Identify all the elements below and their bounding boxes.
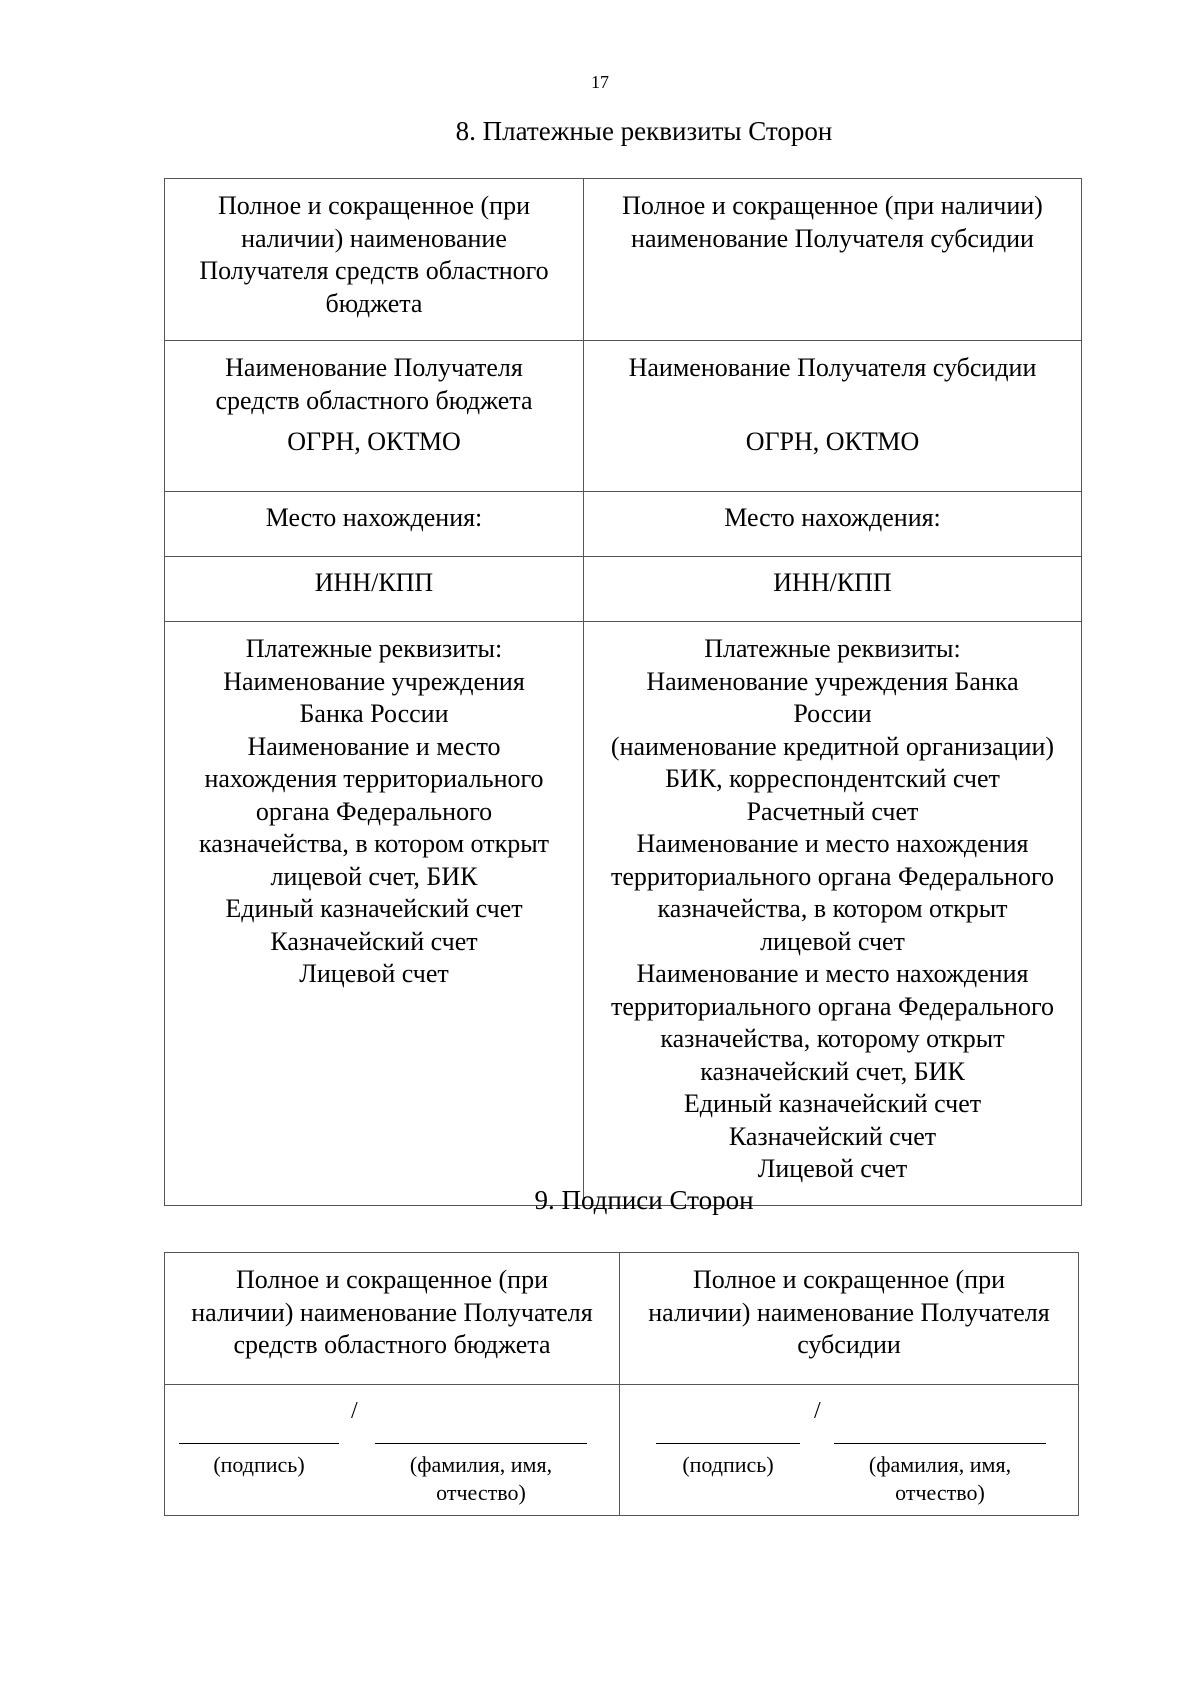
section-9-title: 9. Подписи Сторон — [534, 1185, 754, 1215]
text-line: Единый казначейский счет — [225, 894, 523, 923]
slash: / — [351, 1398, 358, 1424]
left-cell — [165, 622, 584, 1206]
text-line: ИНН/КПП — [314, 568, 434, 597]
right-cell — [584, 557, 1082, 622]
text-line: Наименование Получателя субсидии — [628, 353, 1037, 382]
text-line: Банка России — [299, 699, 449, 728]
name-line — [375, 1443, 587, 1444]
text-line: нахождения территориального — [204, 764, 544, 793]
text-line: Полное и сокращенное (при — [235, 1265, 549, 1294]
text-line: (фамилия, имя, — [409, 1452, 553, 1477]
slash: / — [814, 1398, 821, 1424]
right-cell — [584, 179, 1082, 341]
table-row — [165, 557, 1082, 622]
text-line: (фамилия, имя, — [868, 1452, 1012, 1477]
ogrn-oktmo-label: ОГРН, ОКТМО — [745, 427, 920, 456]
name-caption — [375, 1451, 587, 1507]
text-line: Платежные реквизиты: — [704, 634, 961, 663]
name-caption — [834, 1451, 1046, 1507]
table-row — [165, 341, 1082, 492]
table-row — [165, 1253, 1079, 1385]
left-party-name — [165, 1253, 620, 1385]
text-line: Единый казначейский счет — [683, 1089, 982, 1118]
table-row — [165, 492, 1082, 557]
text-line: Наименование Получателя — [225, 353, 523, 382]
text-line: Платежные реквизиты: — [245, 634, 503, 663]
right-cell — [584, 492, 1082, 557]
payment-details-table — [164, 178, 1082, 1206]
page-number: 17 — [591, 72, 609, 92]
text-line: субсидии — [797, 1330, 901, 1359]
text-line: Место нахождения: — [724, 503, 941, 532]
text-line: отчество) — [436, 1480, 526, 1505]
text-line: территориального органа Федерального — [611, 991, 1054, 1021]
text-line: Полное и сокращенное (при наличии) — [622, 191, 1043, 220]
right-cell — [584, 341, 1082, 492]
text-line: России — [793, 699, 872, 728]
text-line: Лицевой счет — [757, 1154, 908, 1183]
left-cell — [165, 179, 584, 341]
text-line: Получателя средств областного — [199, 256, 549, 285]
table-row — [165, 179, 1082, 341]
text-line: наличии) наименование Получателя — [648, 1297, 1050, 1327]
text-line: ИНН/КПП — [773, 568, 892, 597]
text-line: БИК, корреспондентский счет — [665, 764, 1000, 793]
text-line: (наименование кредитной организации) — [610, 731, 1055, 761]
right-signature-cell — [620, 1385, 1079, 1516]
text-line: наименование Получателя субсидии — [631, 223, 1034, 253]
text-line: бюджета — [325, 288, 423, 318]
text-line: наличии) наименование — [241, 223, 507, 253]
text-line: Наименование учреждения Банка — [646, 666, 1019, 696]
text-line: средств областного бюджета — [215, 385, 533, 415]
left-signature-cell — [165, 1385, 620, 1516]
text-line: лицевой счет — [760, 926, 905, 956]
text-line: Наименование учреждения — [223, 666, 525, 696]
signature-line — [179, 1443, 339, 1444]
table-row — [165, 622, 1082, 1206]
ogrn-oktmo-label: ОГРН, ОКТМО — [287, 427, 461, 456]
text-line: Наименование и место нахождения — [636, 959, 1029, 988]
text-line: лицевой счет, БИК — [270, 861, 478, 891]
text-line: Казначейский счет — [270, 926, 478, 956]
right-cell — [584, 622, 1082, 1206]
text-line: территориального органа Федерального — [611, 861, 1054, 891]
left-cell — [165, 557, 584, 622]
table-row — [165, 1385, 1079, 1516]
text-line: Наименование и место нахождения — [636, 829, 1029, 858]
signature-caption: (подпись) — [682, 1452, 774, 1477]
text-line: Место нахождения: — [265, 503, 483, 532]
text-line: отчество) — [895, 1480, 985, 1505]
text-line: казначейский счет, БИК — [700, 1056, 965, 1086]
name-line — [834, 1443, 1046, 1444]
text-line: наличии) наименование Получателя — [191, 1297, 593, 1327]
text-line: Лицевой счет — [299, 959, 449, 988]
text-line: средств областного бюджета — [233, 1330, 551, 1359]
signature-line — [656, 1443, 800, 1444]
left-cell — [165, 492, 584, 557]
text-line: Наименование и место — [247, 731, 501, 761]
right-party-name — [620, 1253, 1079, 1385]
signatures-table — [164, 1252, 1079, 1516]
text-line: казначейства, в котором открыт — [198, 829, 550, 858]
text-line: Полное и сокращенное (при — [217, 191, 531, 220]
signature-caption: (подпись) — [213, 1452, 305, 1477]
left-cell — [165, 341, 584, 492]
text-line: Казначейский счет — [728, 1121, 937, 1151]
section-8-title: 8. Платежные реквизиты Сторон — [455, 116, 833, 146]
text-line: казначейства, которому открыт — [660, 1024, 1005, 1053]
text-line: казначейства, в котором открыт — [657, 894, 1008, 923]
text-line: Полное и сокращенное (при — [692, 1265, 1006, 1294]
text-line: органа Федерального — [255, 796, 493, 826]
text-line: Расчетный счет — [746, 796, 919, 826]
